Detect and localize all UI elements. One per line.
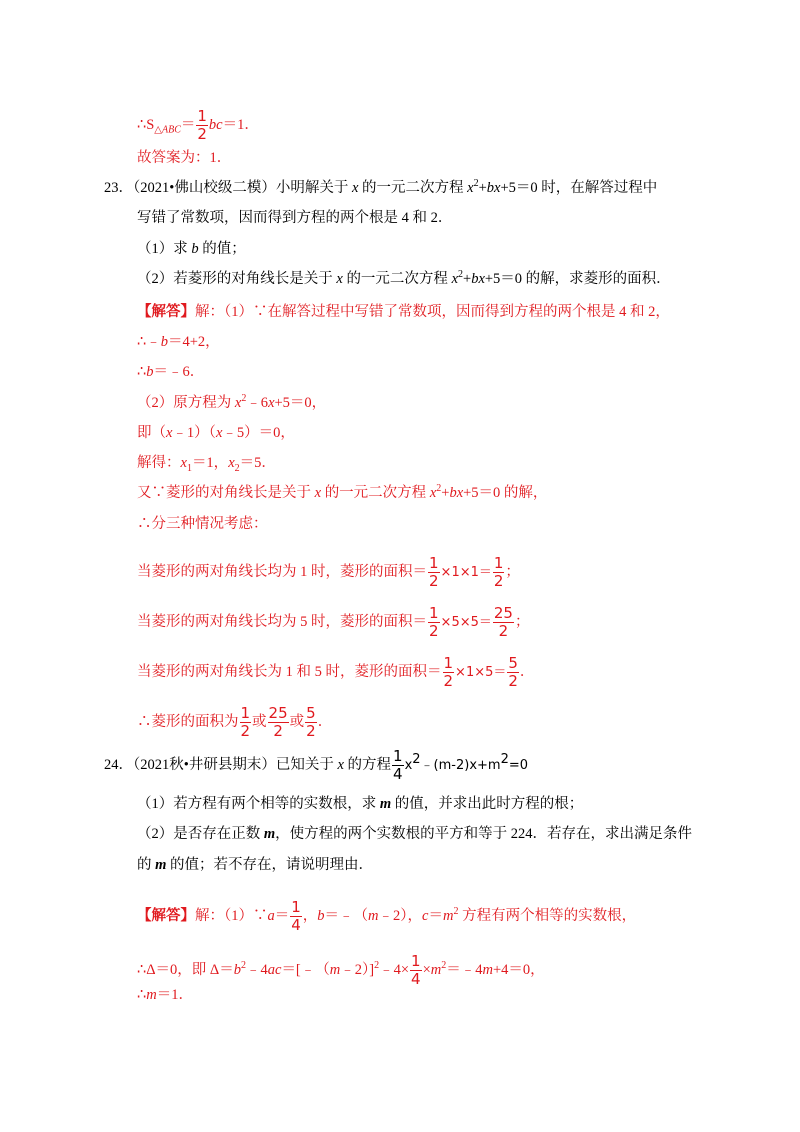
fraction: $\frac{1}{4}$: [291, 898, 301, 934]
q24-answer-line3: ∴m＝1．: [137, 987, 193, 1003]
q23-answer-line6: 解得：$x_1=1$，$x_2=5$．: [137, 455, 276, 474]
fraction: $\frac{1}{2}$: [240, 704, 251, 740]
answer-prev-conclusion: 故答案为：1．: [137, 150, 232, 166]
q23-answer-line2: ∴﹣b＝4+2，: [137, 334, 220, 350]
answer-label: 【解答】: [137, 304, 195, 320]
q23-stem-line2: 写错了常数项，因而得到方程的两个根是 4 和 2．: [137, 210, 453, 226]
fraction: $\frac{1}{2}$: [443, 654, 454, 690]
q23-answer-line8: ∴分三种情况考虑：: [137, 516, 268, 532]
fraction: $\frac{1}{2}$: [429, 554, 439, 590]
fraction: $\frac{25}{2}$: [493, 604, 513, 640]
answer-prev-area-line: $\therefore S_{\triangle ABC}=$ $\frac{1}{2}$ bc＝1．: [137, 107, 259, 143]
fraction: $\frac{1}{2}$: [429, 604, 439, 640]
q23-conclusion: ∴菱形的面积为 $\frac{1}{2}$ 或 $\frac{25}{2}$ 或 $\frac{5}{2}$ ．: [137, 704, 333, 740]
q24-stem: 24．（2021秋•井研县期末）已知关于 x 的方程 $\frac{1}{4}$ $x^2﹣(m-2)x+m^2=0$: [104, 747, 529, 783]
q23-answer-line7: 又∵菱形的对角线长是关于 x 的一元二次方程 $x^2+bx+5=0$ 的解，: [137, 483, 548, 501]
fraction: $\frac{1}{2}$: [493, 554, 504, 590]
q23-case1: 当菱形的两对角线长均为 1 时，菱形的面积＝ $\frac{1}{2}$ ×1×1＝ $\frac{1}{2}$ ；: [137, 554, 520, 590]
q23-answer-line5: 即（x﹣1）（x﹣5）＝0，: [137, 425, 295, 441]
q23-case3: 当菱形的两对角线长为 1 和 5 时，菱形的面积＝ $\frac{1}{2}$ ×1×5＝ $\frac{5}{2}$ ．: [137, 654, 535, 690]
q24-part2-cont: 的 m 的值；若不存在，请说明理由．: [137, 857, 374, 873]
q24-answer-line1: 【解答】解：（1）∵a＝ $\frac{1}{4}$ ，b＝﹣（m﹣2），$c=m^2$ 方程有两个相等的实数根，: [137, 898, 637, 934]
fraction: $\frac{25}{2}$: [268, 704, 288, 740]
q23-case2: 当菱形的两对角线长均为 5 时，菱形的面积＝ $\frac{1}{2}$ ×5×5＝ $\frac{25}{2}$ ；: [137, 604, 530, 640]
answer-label: 【解答】: [137, 907, 195, 924]
q23-part2: （2）若菱形的对角线长是关于 x 的一元二次方程 $x^2+bx+5=0$ 的解，求菱形的面积．: [137, 269, 671, 287]
fraction: $\frac{5}{2}$: [508, 654, 518, 690]
q23-answer-line1: 【解答】解：（1）∵在解答过程中写错了常数项，因而得到方程的两个根是 4 和 2，: [137, 304, 670, 320]
fraction: $\frac{1}{4}$: [393, 747, 403, 783]
q23-answer-line4: （2）原方程为 $x^2﹣6x+5=0$，: [137, 393, 327, 411]
fraction: $\frac{1}{2}$: [197, 107, 207, 143]
q23-part1: （1）求 b 的值；: [137, 241, 246, 257]
q24-part2: （2）是否存在正数 m，使方程的两个实数根的平方和等于 224．若存在，求出满足条件: [137, 826, 693, 842]
fraction: $\frac{1}{4}$: [411, 952, 421, 988]
q24-answer-line2: ∴Δ＝0，即 $\Delta=b^2﹣4ac=[﹣(m﹣2)]^2﹣4\times$ $\frac{1}{4}$ $\times m^2=﹣4m+4=0$，: [137, 952, 545, 988]
q23-stem-line1: 23．（2021•佛山校级二模）小明解关于 x 的一元二次方程 $x^2+bx+5=0$ 时，在解答过程中: [104, 178, 658, 196]
fraction: $\frac{5}{2}$: [306, 704, 316, 740]
q24-part1: （1）若方程有两个相等的实数根，求 m 的值，并求出此时方程的根；: [137, 796, 584, 812]
q23-answer-line3: ∴b＝﹣6．: [137, 364, 205, 380]
